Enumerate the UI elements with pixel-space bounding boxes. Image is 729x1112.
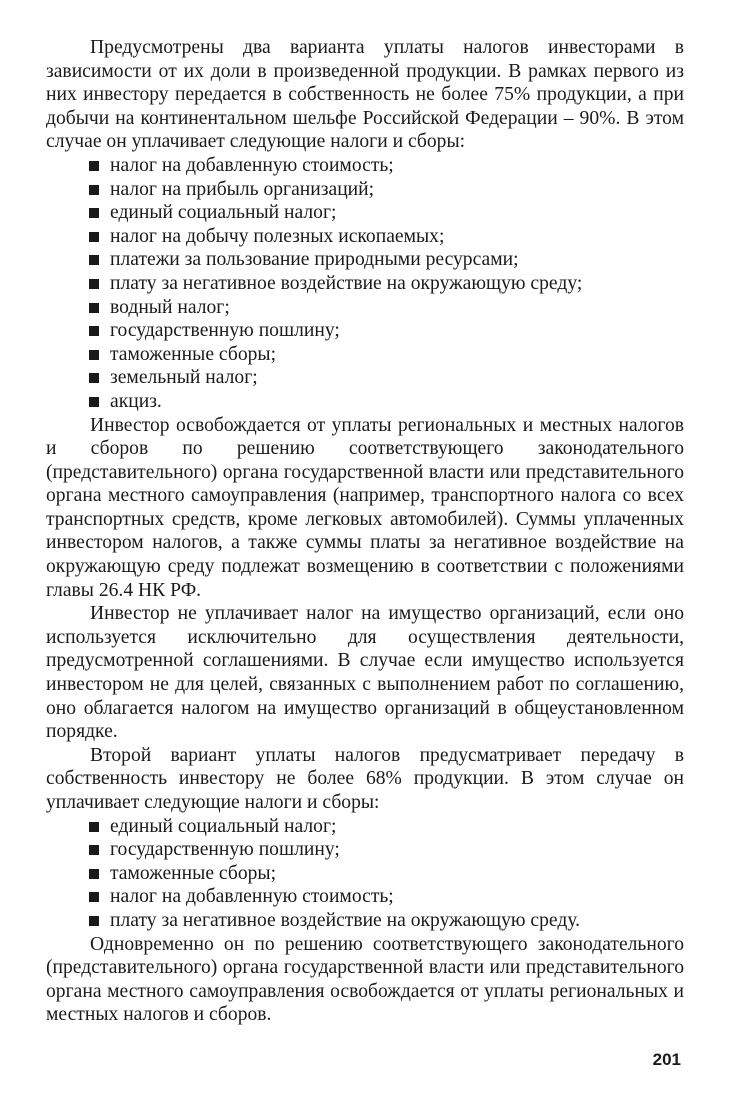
list-item-text: государственную пошлину;: [110, 320, 340, 342]
paragraph-option-two: Второй вариант уплаты налогов предусматривает передачу в собственность инвестору не более 68% продукции. В этом случае он уплачивает следующие налоги и сборы:: [46, 744, 684, 813]
list-item-text: государственную пошлину;: [110, 839, 340, 861]
square-bullet-icon: [89, 326, 99, 336]
list-item-text: земельный налог;: [110, 367, 258, 389]
square-bullet-icon: [89, 232, 99, 242]
square-bullet-icon: [89, 845, 99, 855]
paragraph-conclusion: Одновременно он по решению соответствующего законодательного (представительного) органа государственной власти или представительного органа местного самоуправления освобождается от уплаты региональных и местных налогов и сборов.: [46, 933, 684, 1026]
square-bullet-icon: [89, 397, 99, 407]
list-item: [46, 838, 684, 862]
document-page: [46, 36, 684, 1027]
list-item: [46, 366, 684, 390]
paragraph-property-tax: Инвестор не уплачивает налог на имущество организаций, если оно используется исключительно для осуществления деятельности, предусмотренной соглашениями. В случае если имущество используется инвестором не для целей, связанных с выполнением работ по соглашению, оно облагается налогом на имущество организаций в общеустановленном порядке.: [46, 603, 684, 743]
list-item: [46, 885, 684, 909]
list-item: [46, 178, 684, 202]
square-bullet-icon: [89, 822, 99, 832]
square-bullet-icon: [89, 161, 99, 171]
paragraph-intro: Предусмотрены два варианта уплаты налогов инвесторами в зависимости от их доли в произведенной продукции. В рамках первого из них инвестору передается в собственность не более 75% продукции, а при добычи на континентальном шельфе Российской Федерации – 90%. В этом случае он уплачивает следующие налоги и сборы:: [46, 37, 684, 153]
page-number: 201: [652, 1050, 681, 1069]
list-item: [46, 390, 684, 414]
square-bullet-icon: [89, 350, 99, 360]
list-item-text: таможенные сборы;: [110, 862, 277, 884]
list-item: [46, 248, 684, 272]
square-bullet-icon: [89, 916, 99, 926]
list-item-text: плату за негативное воздействие на окружающую среду;: [110, 272, 583, 294]
list-item: [46, 343, 684, 367]
square-bullet-icon: [89, 208, 99, 218]
square-bullet-icon: [89, 303, 99, 313]
tax-list-option-one: [46, 154, 684, 414]
tax-list-option-two: [46, 815, 684, 933]
square-bullet-icon: [89, 185, 99, 195]
list-item-text: платежи за пользование природными ресурсами;: [110, 249, 519, 271]
list-item-text: налог на прибыль организаций;: [110, 178, 375, 200]
list-item: [46, 862, 684, 886]
list-item: [46, 296, 684, 320]
square-bullet-icon: [89, 279, 99, 289]
list-item: [46, 201, 684, 225]
list-item-text: плату за негативное воздействие на окружающую среду.: [110, 909, 581, 931]
list-item: [46, 319, 684, 343]
square-bullet-icon: [89, 255, 99, 265]
square-bullet-icon: [89, 892, 99, 902]
list-item-text: налог на добычу полезных ископаемых;: [110, 225, 445, 247]
list-item-text: таможенные сборы;: [110, 343, 277, 365]
list-item-text: единый социальный налог;: [110, 815, 337, 837]
list-item: [46, 909, 684, 933]
list-item-text: акциз.: [110, 390, 162, 412]
square-bullet-icon: [89, 373, 99, 383]
list-item-text: налог на добавленную стоимость;: [110, 154, 394, 176]
list-item: [46, 225, 684, 249]
list-item: [46, 154, 684, 178]
list-item-text: налог на добавленную стоимость;: [110, 886, 394, 908]
list-item: [46, 815, 684, 839]
square-bullet-icon: [89, 869, 99, 879]
list-item-text: водный налог;: [110, 296, 230, 318]
list-item-text: единый социальный налог;: [110, 202, 337, 224]
list-item: [46, 272, 684, 296]
paragraph-exemption: Инвестор освобождается от уплаты региональных и местных налогов и сборов по решению соответствующего законодательного (представительного) органа государственной власти или представительного органа местного самоуправления (например, транспортного налога со всех транспортных средств, кроме легковых автомобилей). Суммы уплаченных инвестором налогов, а также суммы платы за негативное воздействие на окружающую среду подлежат возмещению в соответствии с положениями главы 26.4 НК РФ.: [46, 414, 684, 601]
